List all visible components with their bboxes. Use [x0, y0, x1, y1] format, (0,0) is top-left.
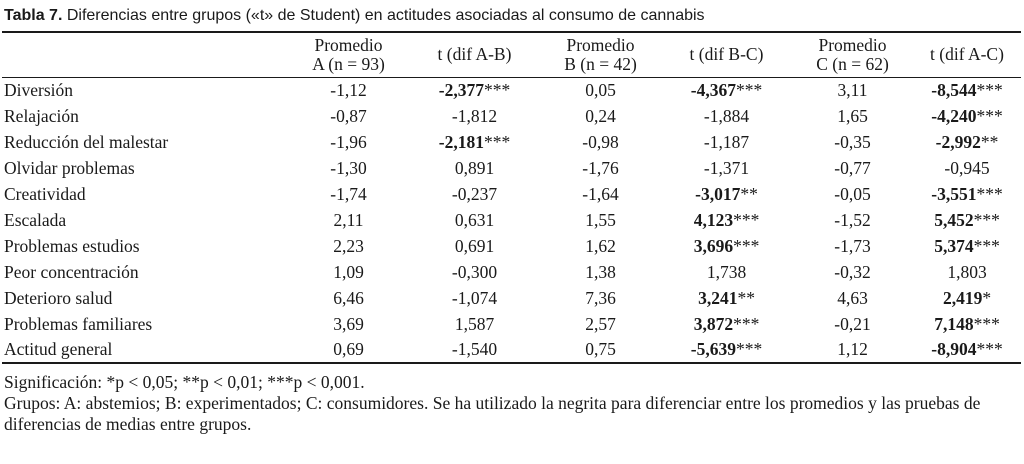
table-cell [661, 285, 792, 311]
table-cell: 1,55 [585, 209, 616, 230]
significance-stars: *** [733, 209, 760, 230]
t-value: 4,123 [693, 209, 734, 230]
table-cell [661, 77, 792, 103]
table-row [2, 155, 1021, 181]
table-cell: Actitud general [2, 337, 288, 363]
table-cell: Problemas familiares [4, 313, 153, 334]
table-cell: -1,74 [330, 183, 367, 204]
table-row [2, 233, 1021, 259]
t-value: -2,377 [438, 79, 484, 100]
table-cell: 3,11 [837, 79, 868, 100]
differences-table [2, 31, 1021, 364]
header-cell: t (dif B-C) [661, 32, 792, 77]
table-cell [661, 233, 792, 259]
table-cell [913, 155, 1021, 181]
significance-stars: *** [976, 105, 1003, 126]
table-cell [913, 233, 1021, 259]
table-cell [913, 337, 1021, 363]
table-cell: -1,73 [834, 235, 871, 256]
table-cell [409, 337, 540, 363]
t-value: -4,240 [931, 105, 977, 126]
table-cell: 4,63 [837, 287, 868, 308]
significance-stars: *** [976, 79, 1003, 100]
significance-stars: *** [973, 209, 1000, 230]
caption-label: Tabla 7. [4, 7, 63, 24]
t-value: 5,452 [934, 209, 974, 230]
table-cell: 7,36 [585, 287, 616, 308]
table-cell [409, 181, 540, 207]
significance-stars: *** [733, 235, 760, 256]
table-cell: 1,65 [837, 105, 868, 126]
t-value: -2,181 [438, 131, 484, 152]
table-cell: Diversión [4, 79, 74, 100]
t-value: 3,872 [693, 313, 734, 334]
table-body [2, 77, 1021, 363]
table-cell: -0,05 [834, 183, 871, 204]
table-caption [4, 4, 705, 25]
t-value: -0,237 [451, 183, 498, 204]
t-value: -1,884 [703, 105, 750, 126]
significance-stars: *** [483, 79, 511, 100]
t-value: -1,812 [451, 105, 498, 126]
table-row [2, 337, 1021, 363]
table-cell [409, 103, 540, 129]
table-cell [409, 77, 540, 103]
header-cell [2, 32, 288, 77]
t-value: -2,992 [935, 131, 981, 152]
significance-stars: *** [976, 183, 1003, 204]
t-value: 5,374 [934, 235, 974, 256]
table-cell: 0,69 [288, 337, 409, 363]
t-value: -1,540 [451, 339, 498, 359]
table-cell [913, 259, 1021, 285]
significance-stars: ** [980, 131, 999, 152]
t-value: -5,639 [690, 339, 736, 359]
t-value: 3,241 [698, 287, 738, 308]
table-row [2, 77, 1021, 103]
table-cell: Escalada [4, 209, 67, 230]
table-cell [409, 311, 540, 337]
table-cell [409, 129, 540, 155]
t-value: -1,371 [703, 157, 750, 178]
t-value: -3,017 [695, 183, 741, 204]
significance-stars: *** [973, 313, 1000, 334]
table-cell [661, 311, 792, 337]
significance-stars: *** [733, 313, 760, 334]
table-cell [409, 155, 540, 181]
significance-stars: ** [737, 287, 755, 308]
table-cell: Peor concentración [4, 261, 139, 282]
table-cell: 1,09 [333, 261, 364, 282]
table-cell: 1,38 [585, 261, 616, 282]
table-cell: -1,30 [330, 157, 367, 178]
header-cell: Promedio B (n = 42) [540, 32, 661, 77]
table-cell: Reducción del malestar [4, 131, 169, 152]
table-cell: 2,11 [333, 209, 364, 230]
table-cell [913, 207, 1021, 233]
caption-text: Diferencias entre grupos («t» de Student) en actitudes asociadas al consumo de cannabis [62, 7, 705, 24]
table-cell: -0,32 [834, 261, 871, 282]
t-value: 3,696 [693, 235, 734, 256]
t-value: -8,904 [931, 339, 977, 359]
table-cell: Deterioro salud [4, 287, 113, 308]
table-cell [409, 259, 540, 285]
table-cell: -1,76 [582, 157, 619, 178]
t-value: 1,587 [454, 313, 495, 334]
t-value: -0,945 [944, 157, 990, 178]
table-cell [913, 181, 1021, 207]
table-cell [913, 103, 1021, 129]
significance-stars: *** [483, 131, 511, 152]
header-row [2, 32, 1021, 77]
t-value: -8,544 [931, 79, 977, 100]
table-row [2, 103, 1021, 129]
table-cell: 0,05 [585, 79, 616, 100]
table-cell [661, 103, 792, 129]
significance-note: Significación: *p < 0,05; **p < 0,01; ***p < 0,001. [4, 372, 365, 392]
table-cell: -0,87 [330, 105, 367, 126]
t-value: -0,300 [451, 261, 498, 282]
t-value: 7,148 [934, 313, 974, 334]
table-cell: -1,64 [582, 183, 619, 204]
table-cell: Relajación [4, 105, 79, 126]
table-cell: 0,75 [540, 337, 661, 363]
t-value: 0,691 [454, 235, 495, 256]
table-cell [409, 233, 540, 259]
table-cell [661, 259, 792, 285]
table-cell: -1,12 [330, 79, 367, 100]
header-cell: Promedio A (n = 93) [288, 32, 409, 77]
table-cell [661, 207, 792, 233]
table-cell: 2,23 [333, 235, 364, 256]
significance-stars: *** [973, 235, 1000, 256]
significance-stars: *** [735, 79, 763, 100]
t-value: 0,631 [454, 209, 495, 230]
table-cell: Creatividad [4, 183, 86, 204]
t-value: 1,803 [947, 261, 987, 282]
table-cell [913, 285, 1021, 311]
significance-stars: ** [740, 183, 758, 204]
table-cell [661, 181, 792, 207]
table-cell: -1,96 [330, 131, 367, 152]
table-notes [4, 372, 1020, 435]
table-cell [409, 207, 540, 233]
table-cell: 3,69 [333, 313, 364, 334]
table-cell: -0,98 [582, 131, 619, 152]
header-cell: Promedio C (n = 62) [792, 32, 913, 77]
table-row [2, 207, 1021, 233]
t-value: -4,367 [690, 79, 736, 100]
groups-note: Grupos: A: abstemios; B: experimentados; C: consumidores. Se ha utilizado la negrita para diferenciar entre los promedios y las pruebas de diferencias de medias entre grupos. [4, 393, 981, 434]
header-cell: t (dif A-B) [409, 32, 540, 77]
table-cell: -1,52 [834, 209, 871, 230]
table-cell: 6,46 [333, 287, 364, 308]
significance-stars: * [982, 287, 992, 308]
table-cell [409, 285, 540, 311]
table-cell [661, 129, 792, 155]
table-cell: 1,12 [792, 337, 913, 363]
table-cell: 2,57 [585, 313, 616, 334]
t-value: -1,187 [703, 131, 750, 152]
table-row [2, 129, 1021, 155]
table-cell [913, 129, 1021, 155]
table-row [2, 285, 1021, 311]
table-cell: Olvidar problemas [4, 157, 135, 178]
significance-stars: *** [735, 339, 763, 359]
table-row [2, 181, 1021, 207]
table-cell [913, 77, 1021, 103]
table-cell [913, 311, 1021, 337]
table-cell: Problemas estudios [4, 235, 140, 256]
t-value: -1,074 [451, 287, 498, 308]
significance-stars: *** [976, 339, 1003, 359]
table-cell [661, 155, 792, 181]
table-cell: -0,21 [834, 313, 871, 334]
table-cell: -0,77 [834, 157, 871, 178]
table-cell [661, 337, 792, 363]
table-cell: 1,62 [585, 235, 616, 256]
table-row [2, 259, 1021, 285]
t-value: 1,738 [706, 261, 747, 282]
header-cell: t (dif A-C) [913, 32, 1021, 77]
table-row [2, 311, 1021, 337]
t-value: 2,419 [942, 287, 983, 308]
t-value: -3,551 [931, 183, 977, 204]
table-cell: 0,24 [585, 105, 616, 126]
table-cell: -0,35 [834, 131, 871, 152]
t-value: 0,891 [454, 157, 495, 178]
